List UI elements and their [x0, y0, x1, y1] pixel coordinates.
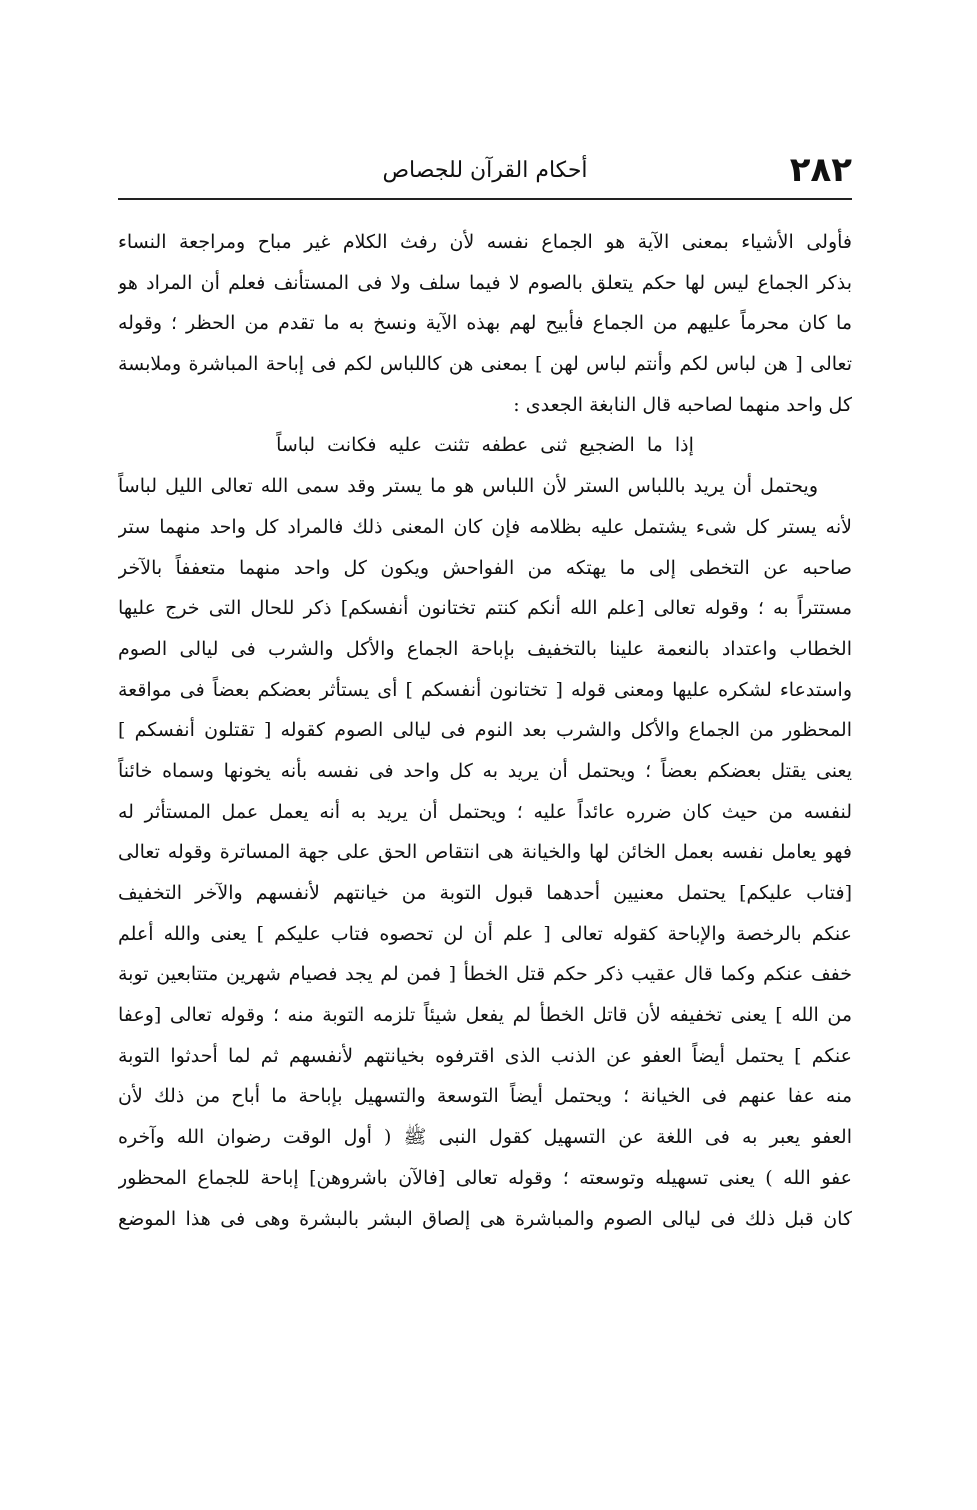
text-line: صاحبه عن التخطى إلى ما يهتكه من الفواحش ويكون كل واحد منهما متعففاً بالآخر — [118, 556, 852, 579]
running-title: أحكام القرآن للجصاص — [382, 158, 588, 183]
text-line: تعالى [ هن لباس لكم وأنتم لباس لهن ] بمعنى هن كاللباس لكم فى إباحة المباشرة وملابسة — [118, 353, 852, 376]
text-line: مستتراً به ؛ وقوله تعالى [علم الله أنكم كنتم تختانون أنفسكم] ذكر للحال التى خرج عليها — [118, 597, 852, 620]
text-line: كان قبل ذلك فى ليالى الصوم والمباشرة هى إلصاق البشر بالبشرة وهى فى هذا الموضع — [118, 1207, 852, 1230]
text-line: كل واحد منهما لصاحبه قال النابغة الجعدى : — [513, 393, 852, 416]
header-divider — [118, 198, 852, 200]
text-line: ويحتمل أن يريد باللباس الستر لأن اللباس هو ما يستر وقد سمى الله تعالى الليل لباساً — [118, 475, 818, 498]
text-line: بذكر الجماع ليس لها حكم يتعلق بالصوم لا فيما سلف ولا فى المستأنف فعلم أن المراد هو — [118, 271, 852, 294]
text-line: من الله ] يعنى تخفيفه لأن قاتل الخطأ لم يفعل شيئاً تلزمه التوبة منه ؛ وقوله تعالى [وعفا — [118, 1004, 852, 1027]
text-line: خفف عنكم وكما قال عقيب ذكر حكم قتل الخطأ [ فمن لم يجد فصيام شهرين متتابعين توبة — [118, 963, 852, 986]
text-line: ما كان محرماً عليهم من الجماع فأبيح لهم بهذه الآية ونسخ به ما تقدم من الحظر ؛ وقوله — [118, 312, 852, 335]
text-line: لأنه يستر كل شىء يشتمل عليه بظلامه فإن كان المعنى ذلك فالمراد كل واحد منهما ستر — [118, 515, 852, 538]
text-line: واستدعاء لشكره عليها ومعنى قوله [ تختانون أنفسكم ] أى يستأثر بعضكم بعضاً فى مواقعة — [118, 678, 852, 701]
text-line: فأولى الأشياء بمعنى الآية هو الجماع نفسه لأن رفث الكلام غير مباح ومراجعة النساء — [118, 231, 852, 253]
text-line: العفو يعبر به فى اللغة عن التسهيل كقول النبى ﷺ ( أول الوقت رضوان الله وآخره — [118, 1126, 852, 1149]
text-line: عنكم ] يحتمل أيضاً العفو عن الذنب الذى اقترفوه بخيانتهم لأنفسهم ثم لما أحدثوا التوبة — [118, 1044, 852, 1067]
poetry-verse: إذا ما الضجيع ثنى عطفه تثنت عليه فكانت لباساً — [276, 434, 694, 457]
text-line: لنفسه من حيث كان ضرره عائداً عليه ؛ ويحتمل أن يريد به أنه يعمل عمل المستأثر له — [118, 800, 852, 823]
text-line: عفو الله ) يعنى تسهيله وتوسعته ؛ وقوله تعالى [فالآن باشروهن] إباحة للجماع المحظور — [118, 1166, 852, 1189]
text-line: المحظور من الجماع والأكل والشرب بعد النوم فى ليالى الصوم كقوله [ تقتلون أنفسكم ] — [118, 719, 852, 742]
text-line: [فتاب عليكم] يحتمل معنيين أحدهما قبول التوبة من خيانتهم لأنفسهم والآخر التخفيف — [118, 882, 852, 904]
text-line: الخطاب واعتداد بالنعمة علينا بالتخفيف بإباحة الجماع والأكل والشرب فى ليالى الصوم — [118, 637, 852, 660]
body-text — [118, 222, 852, 1239]
text-line: فهو يعامل نفسه بعمل الخائن لها والخيانة هى انتقاص الحق على جهة المساترة وقوله تعالى — [118, 841, 852, 864]
text-line: يعنى يقتل بعضكم بعضاً ؛ ويحتمل أن يريد به كل واحد فى نفسه بأنه يخونها وسماه خائناً — [118, 759, 852, 782]
page-number: ٢٨٢ — [789, 150, 852, 190]
page-header — [118, 148, 852, 198]
text-line: عنكم بالرخصة والإباحة كقوله تعالى [ علم أن لن تحصوه فتاب عليكم ] يعنى والله أعلم — [118, 922, 852, 945]
text-line: منه عفا عنهم فى الخيانة ؛ ويحتمل أيضاً التوسعة والتسهيل بإباحة ما أباح من ذلك لأن — [118, 1085, 852, 1108]
